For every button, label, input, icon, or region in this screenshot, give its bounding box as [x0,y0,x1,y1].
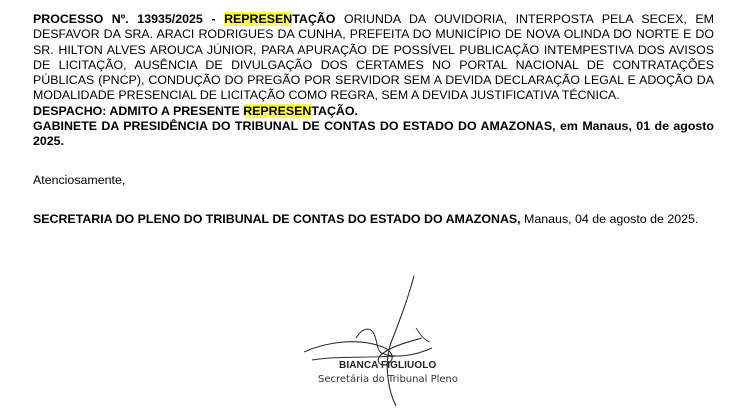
despacho-prefix: DESPACHO: ADMITO A PRESENTE [33,103,244,118]
spacer [33,150,714,173]
gabinete-line [33,119,714,150]
processo-label: PROCESSO Nº. 13935/2025 - [33,12,225,26]
despacho-line [33,104,714,119]
handwritten-signature [296,268,466,408]
secretaria-line [33,212,714,227]
signer-role: Secretária do Tribunal Pleno [318,374,458,385]
gabinete-bold: GABINETE DA PRESIDÊNCIA DO TRIBUNAL DE CONTAS DO ESTADO DO AMAZONAS, [33,119,556,134]
document-body [33,12,714,227]
despacho-highlight: REPRESEN [243,103,312,118]
secretaria-bold: SECRETARIA DO PLENO DO TRIBUNAL DE CONTAS DO ESTADO DO AMAZONAS, [33,211,521,226]
gabinete-rest: em Manaus, 01 de agosto 2025. [33,119,714,149]
despacho-suffix: TAÇÃO. [311,103,358,118]
processo-highlight: REPRESEN [224,12,293,26]
processo-highlight-suffix: TAÇÃO [292,12,336,26]
spacer [33,188,714,212]
processo-text: ORIUNDA DA OUVIDORIA, INTERPOSTA PELA SECEX, EM DESFAVOR DA SRA. ARACI RODRIGUES DA CUNHA, PREFEITA DO MUNICÍPIO DE NOVA OLINDA DO NORTE E DO SR. HILTON ALVES AROUCA JÚNIOR, PARA APURAÇÃO DE POSSÍVEL PUBLICAÇÃO INTEMPESTIVA DOS AVISOS DE LICITAÇÃO, AUSÊNCIA DE DIVULGAÇÃO DOS CERTAMES NO PORTAL NACIONAL DE CONTRATAÇÕES PÚBLICAS (PNCP), CONDUÇÃO DO PREGÃO POR SERVIDOR SEM A DEVIDA DECLARAÇÃO LEGAL E ADOÇÃO DA MODALIDADE PRESENCIAL DE LICITAÇÃO COMO REGRA, SEM A DEVIDA JUSTIFICATIVA TÉCNICA. [33,12,714,103]
secretaria-rest: Manaus, 04 de agosto de 2025. [520,211,699,226]
signature-block [296,268,466,408]
processo-paragraph [33,12,714,104]
signer-name: BIANCA FIGLIUOLO [339,360,437,371]
closing-line: Atenciosamente, [33,172,126,187]
